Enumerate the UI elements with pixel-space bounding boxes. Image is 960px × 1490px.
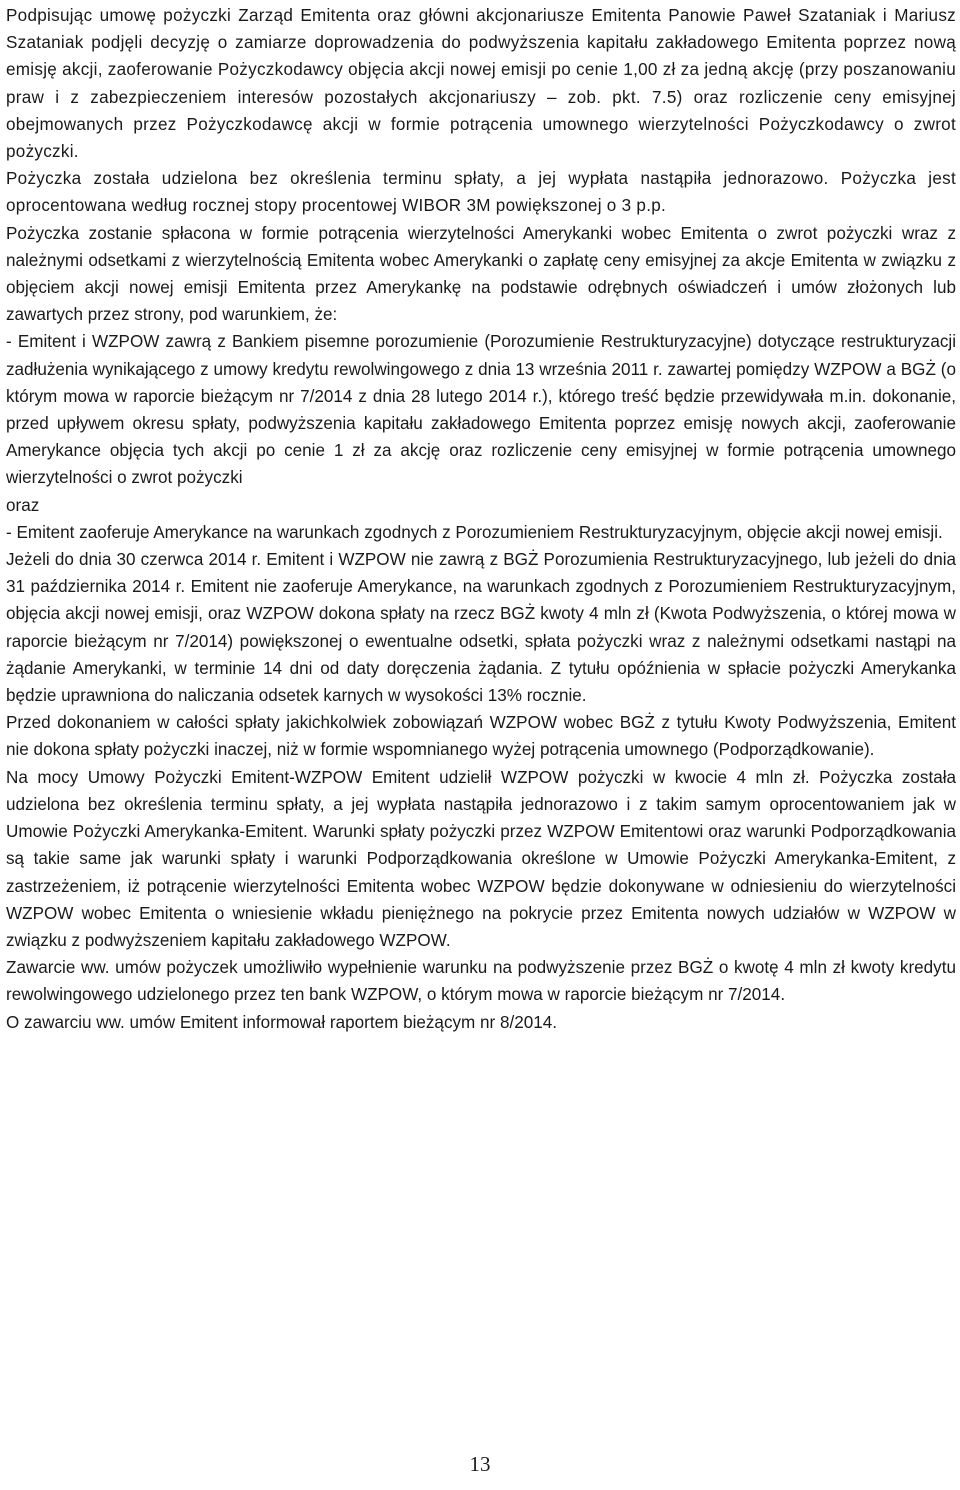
paragraph-loan-terms: Pożyczka została udzielona bez określenia terminu spłaty, a jej wypłata nastąpiła jednorazowo. Pożyczka jest oprocentowana według rocznej stopy procentowej WIBOR 3M powiększonej o 3 p.p. xyxy=(6,169,956,216)
paragraph-credit-increase: Zawarcie ww. umów pożyczek umożliwiło wypełnienie warunku na podwyższenie przez BGŻ o kwotę 4 mln zł kwoty kredytu rewolwingowego udzielonego przez ten bank WZPOW, o którym mowa w raporcie bieżącym nr 7/2014. xyxy=(6,958,956,1005)
paragraph-current-report-reference: O zawarciu ww. umów Emitent informował raportem bieżącym nr 8/2014. xyxy=(6,1012,558,1032)
paragraph-deadline-provisions: Jeżeli do dnia 30 czerwca 2014 r. Emitent i WZPOW nie zawrą z BGŻ Porozumienia Restrukturyzacyjnego, lub jeżeli do dnia 31 października 2014 r. Emitent nie zaoferuje Amerykance, na warunkach zgodnych z Porozumieniem Restrukturyzacyjnym, objęcia akcji nowej emisji, oraz WZPOW dokona spłaty na rzecz BGŻ kwoty 4 mln zł (Kwota Podwyższenia, o której mowa w raporcie bieżącym nr 7/2014) powiększonej o ewentualne odsetki, spłata pożyczki wraz z należnymi odsetkami nastąpi na żądanie Amerykanki, w terminie 14 dni od daty doręczenia żądania. Z tytułu opóźnienia w spłacie pożyczki Amerykanka będzie uprawniona do naliczania odsetek karnych w wysokości 13% rocznie. xyxy=(6,550,956,706)
paragraph-condition-share-offer: - Emitent zaoferuje Amerykance na warunkach zgodnych z Porozumieniem Restrukturyzacyjnym, objęcie akcji nowej emisji. xyxy=(6,522,943,542)
document-page xyxy=(6,2,956,1036)
paragraph-conjunction: oraz xyxy=(6,495,40,515)
paragraph-condition-restructuring-agreement: - Emitent i WZPOW zawrą z Bankiem pisemne porozumienie (Porozumienie Restrukturyzacyjne) dotyczące restrukturyzacji zadłużenia wynikającego z umowy kredytu rewolwingowego z dnia 13 września 2011 r. zawartej pomiędzy WZPOW a BGŻ (o którym mowa w raporcie bieżącym nr 7/2014 z dnia 28 lutego 2014 r.), którego treść będzie przewidywała m.in. dokonanie, przed upływem okresu spłaty, podwyższenia kapitału zakładowego Emitenta poprzez emisję nowych akcji, zaoferowanie Amerykance objęcia tych akcji po cenie 1 zł za akcję oraz rozliczenie ceny emisyjnej w formie potrącenia umownego wierzytelności o zwrot pożyczki xyxy=(6,332,956,488)
paragraph-subordination: Przed dokonaniem w całości spłaty jakichkolwiek zobowiązań WZPOW wobec BGŻ z tytułu Kwoty Podwyższenia, Emitent nie dokona spłaty pożyczki inaczej, niż w formie wspomnianego wyżej potrącenia umownego (Podporządkowanie). xyxy=(6,713,956,760)
paragraph-loan-agreement-intro: Podpisując umowę pożyczki Zarząd Emitenta oraz główni akcjonariusze Emitenta Panowie Paweł Szataniak i Mariusz Szataniak podjęli decyzję o zamiarze doprowadzenia do podwyższenia kapitału zakładowego Emitenta poprzez nową emisję akcji, zaoferowanie Pożyczkodawcy objęcia akcji nowej emisji po cenie 1,00 zł za jedną akcję (przy poszanowaniu praw i z zabezpieczeniem interesów pozostałych akcjonariuszy – zob. pkt. 7.5) oraz rozliczenie ceny emisyjnej obejmowanych przez Pożyczkodawcę akcji w formie potrącenia umownego wierzytelności Pożyczkodawcy o zwrot pożyczki. xyxy=(6,6,956,162)
paragraph-repayment-conditions: Pożyczka zostanie spłacona w formie potrącenia wierzytelności Amerykanki wobec Emitenta o zwrot pożyczki wraz z należnymi odsetkami z wierzytelnością Emitenta wobec Amerykanki o zapłatę ceny emisyjnej za akcje Emitenta w związku z objęciem akcji nowej emisji Emitenta przez Amerykankę na podstawie odrębnych oświadczeń i umów złożonych lub zawartych przez strony, pod warunkiem, że: xyxy=(6,223,956,325)
page-number: 13 xyxy=(469,1452,491,1476)
paragraph-emitent-wzpow-loan: Na mocy Umowy Pożyczki Emitent-WZPOW Emitent udzielił WZPOW pożyczki w kwocie 4 mln zł. Pożyczka została udzielona bez określenia terminu spłaty, a jej wypłata nastąpiła jednorazowo i z takim samym oprocentowaniem jak w Umowie Pożyczki Amerykanka-Emitent. Warunki spłaty pożyczki przez WZPOW Emitentowi oraz warunki Podporządkowania są takie same jak warunki spłaty i warunki Podporządkowania określone w Umowie Pożyczki Amerykanka-Emitent, z zastrzeżeniem, iż potrącenie wierzytelności Emitenta wobec WZPOW będzie dokonywane w odniesieniu do wierzytelności WZPOW wobec Emitenta o wniesienie wkładu pieniężnego na pokrycie przez Emitenta nowych udziałów w WZPOW w związku z podwyższeniem kapitału zakładowego WZPOW. xyxy=(6,767,956,950)
